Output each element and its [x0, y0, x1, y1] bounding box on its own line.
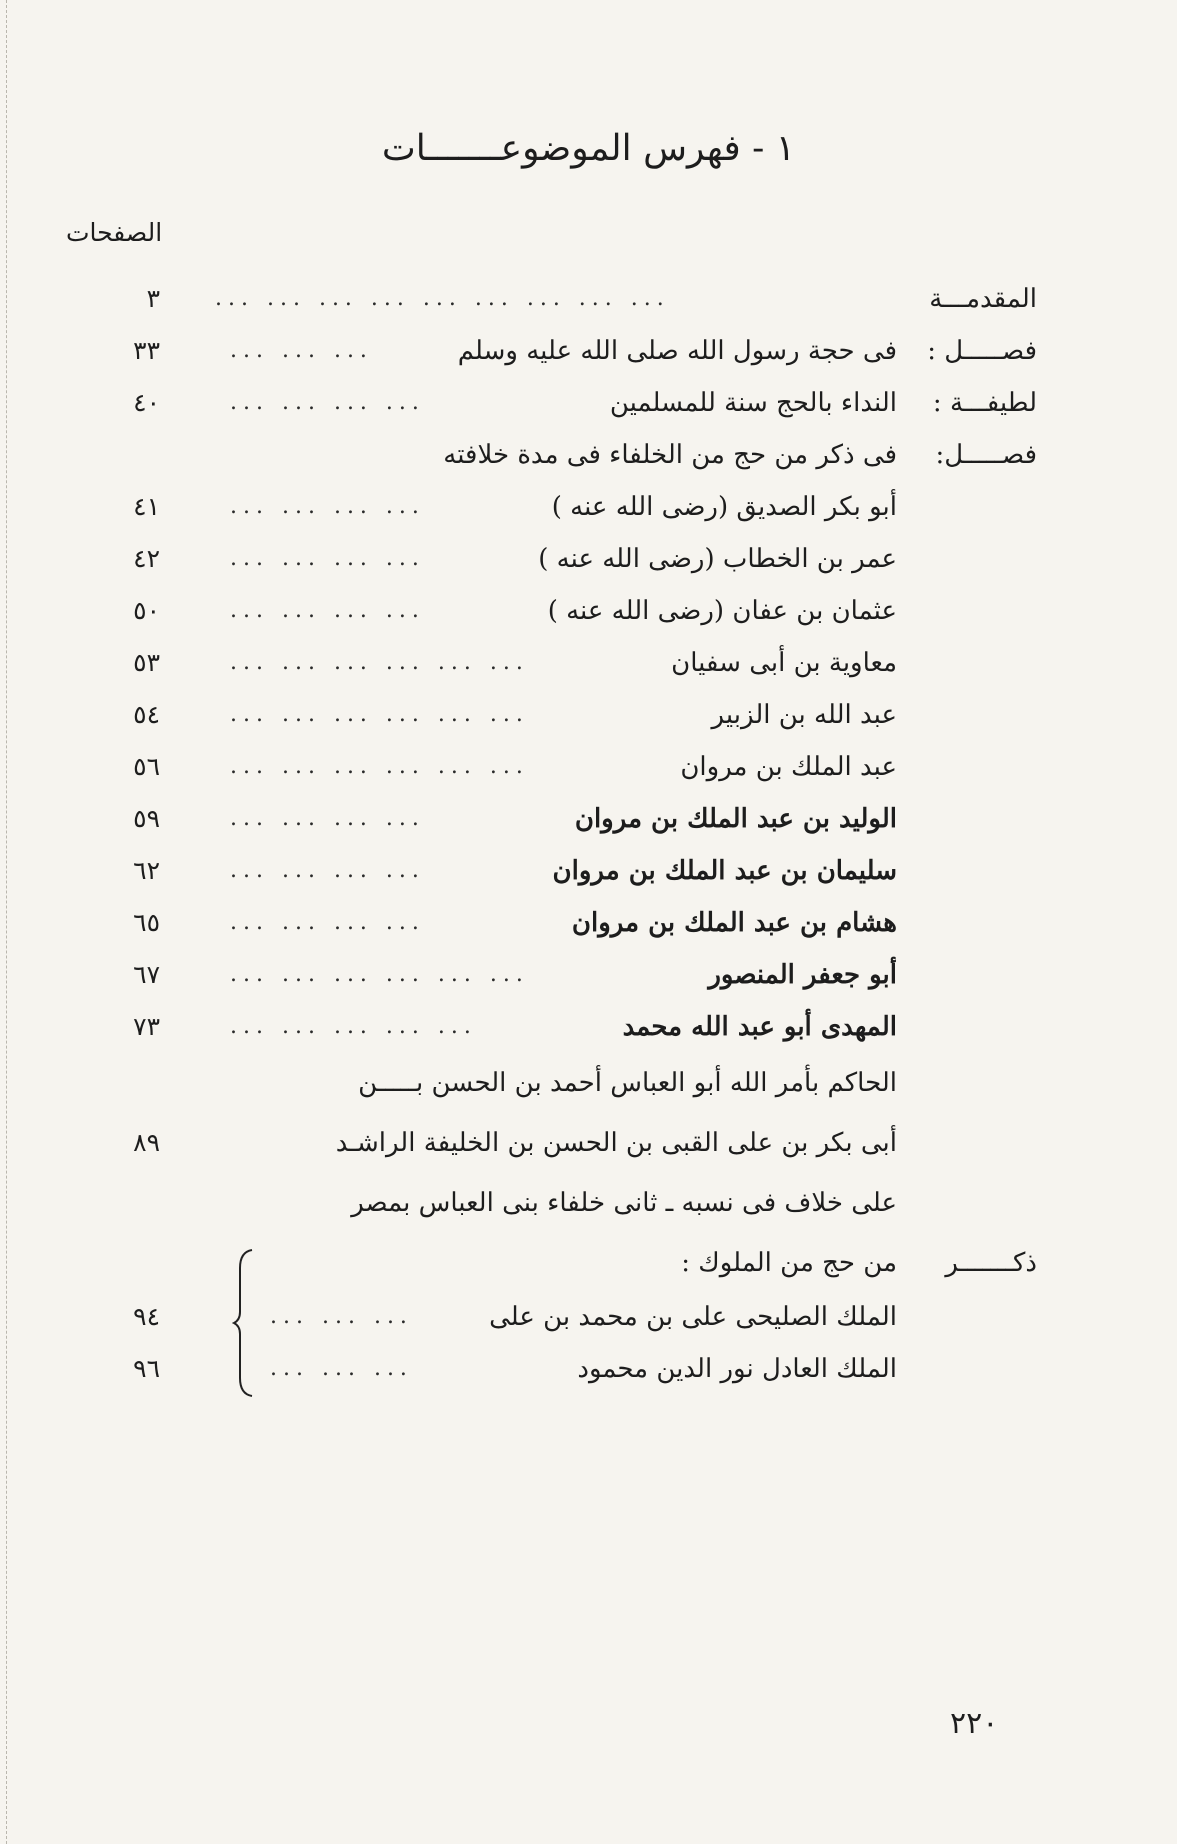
toc-label: فصـــــل:: [935, 440, 1037, 470]
toc-page-number: ٤٢: [133, 544, 160, 573]
toc-row: [0, 1294, 1177, 1354]
leader-dots: ... ... ... ... ... ...: [230, 754, 529, 779]
toc-text: سليمان بن عبد الملك بن مروان: [552, 856, 897, 886]
toc-row: [0, 1346, 1177, 1406]
toc-page-number: ٨٩: [133, 1128, 160, 1157]
toc-row: [0, 848, 1177, 908]
leader-dots: ... ... ... ...: [230, 806, 425, 831]
toc-text: عبد الملك بن مروان: [680, 752, 897, 782]
leader-dots: ... ... ... ...: [230, 910, 425, 935]
toc-row: [0, 380, 1177, 440]
toc-text: أبو جعفر المنصور: [708, 960, 897, 990]
toc-text: النداء بالحج سنة للمسلمين: [609, 388, 897, 418]
toc-text: عثمان بن عفان (رضى الله عنه ): [547, 596, 897, 626]
leader-dots: ... ... ... ...: [230, 858, 425, 883]
page-title: ١ - فهرس الموضوعـــــــات: [381, 128, 796, 169]
toc-text: من حج من الملوك :: [681, 1248, 897, 1278]
toc-text: الوليد بن عبد الملك بن مروان: [574, 804, 897, 834]
toc-text: معاوية بن أبى سفيان: [671, 648, 897, 678]
toc-row: [0, 640, 1177, 700]
leader-dots: ... ... ... ...: [230, 390, 425, 415]
toc-text: الملك العادل نور الدين محمود: [577, 1354, 897, 1384]
toc-row-group-line: [0, 1120, 1177, 1180]
toc-page-number: ٦٧: [133, 960, 160, 989]
toc-row: [0, 744, 1177, 804]
toc-text: عبد الله بن الزبير: [711, 700, 897, 730]
toc-text: فى حجة رسول الله صلى الله عليه وسلم: [457, 336, 897, 366]
leader-dots: ... ... ...: [270, 1304, 413, 1329]
toc-page-number: ٣: [146, 284, 160, 313]
toc-row: [0, 276, 1177, 336]
toc-row: [0, 952, 1177, 1012]
toc-text: عمر بن الخطاب (رضى الله عنه ): [538, 544, 897, 574]
toc-text: فى ذكر من حج من الخلفاء فى مدة خلافته: [443, 440, 897, 470]
toc-text: على خلاف فى نسبه ـ ثانى خلفاء بنى العباس بمصر: [351, 1188, 897, 1218]
page-number-folio: ٢٢٠: [950, 1706, 999, 1741]
toc-page-number: ٥٩: [133, 804, 160, 833]
toc-label: فصـــــل :: [927, 336, 1037, 366]
toc-page-number: ٥٤: [133, 700, 160, 729]
toc-page-number: ٣٣: [133, 336, 160, 365]
toc-page-number: ٤١: [133, 492, 160, 521]
toc-row: [0, 588, 1177, 648]
toc-row: [0, 432, 1177, 492]
leader-dots: ... ... ... ... ... ...: [230, 650, 529, 675]
toc-page-number: ٤٠: [133, 388, 160, 417]
toc-row: [0, 536, 1177, 596]
toc-row-group-line: [0, 1060, 1177, 1120]
leader-dots: ... ... ... ...: [230, 494, 425, 519]
leader-dots: ... ... ...: [230, 338, 373, 363]
toc-label: لطيفـــة :: [932, 388, 1037, 418]
toc-row: [0, 692, 1177, 752]
leader-dots: ... ... ... ...: [230, 598, 425, 623]
toc-row: [0, 900, 1177, 960]
toc-row: [0, 484, 1177, 544]
toc-label: ذكـــــــر: [945, 1248, 1037, 1278]
toc-page-number: ٩٤: [133, 1302, 160, 1331]
leader-dots: ... ... ... ... ... ...: [230, 702, 529, 727]
leader-dots: ... ... ... ...: [230, 546, 425, 571]
toc-text: المهدى أبو عبد الله محمد: [622, 1012, 897, 1042]
toc-page-number: ٩٦: [133, 1354, 160, 1383]
toc-page-number: ٥٣: [133, 648, 160, 677]
toc-page-number: ٥٠: [133, 596, 160, 625]
toc-text: أبو بكر الصديق (رضى الله عنه ): [551, 492, 897, 522]
toc-row: [0, 1004, 1177, 1064]
toc-page-number: ٦٥: [133, 908, 160, 937]
toc-page-number: ٦٢: [133, 856, 160, 885]
toc-page-number: ٥٦: [133, 752, 160, 781]
leader-dots: ... ... ... ... ...: [230, 1014, 477, 1039]
toc-text: أبى بكر بن على القبى بن الحسن بن الخليفة الراشـد: [335, 1128, 897, 1158]
toc-row: [0, 796, 1177, 856]
toc-text: الحاكم بأمر الله أبو العباس أحمد بن الحسن بـــــن: [358, 1068, 897, 1098]
toc-text: الملك الصليحى على بن محمد بن على: [489, 1302, 897, 1332]
leader-dots: ... ... ... ... ... ... ... ... ...: [215, 286, 670, 311]
leader-dots: ... ... ...: [270, 1356, 413, 1381]
leader-dots: ... ... ... ... ... ...: [230, 962, 529, 987]
pages-column-heading: الصفحات: [66, 218, 163, 247]
toc-row: [0, 328, 1177, 388]
toc-label: المقدمـــة: [929, 284, 1037, 314]
toc-text: هشام بن عبد الملك بن مروان: [571, 908, 897, 938]
toc-row-group-line: [0, 1180, 1177, 1240]
toc-page-number: ٧٣: [133, 1012, 160, 1041]
toc-row: [0, 1240, 1177, 1300]
